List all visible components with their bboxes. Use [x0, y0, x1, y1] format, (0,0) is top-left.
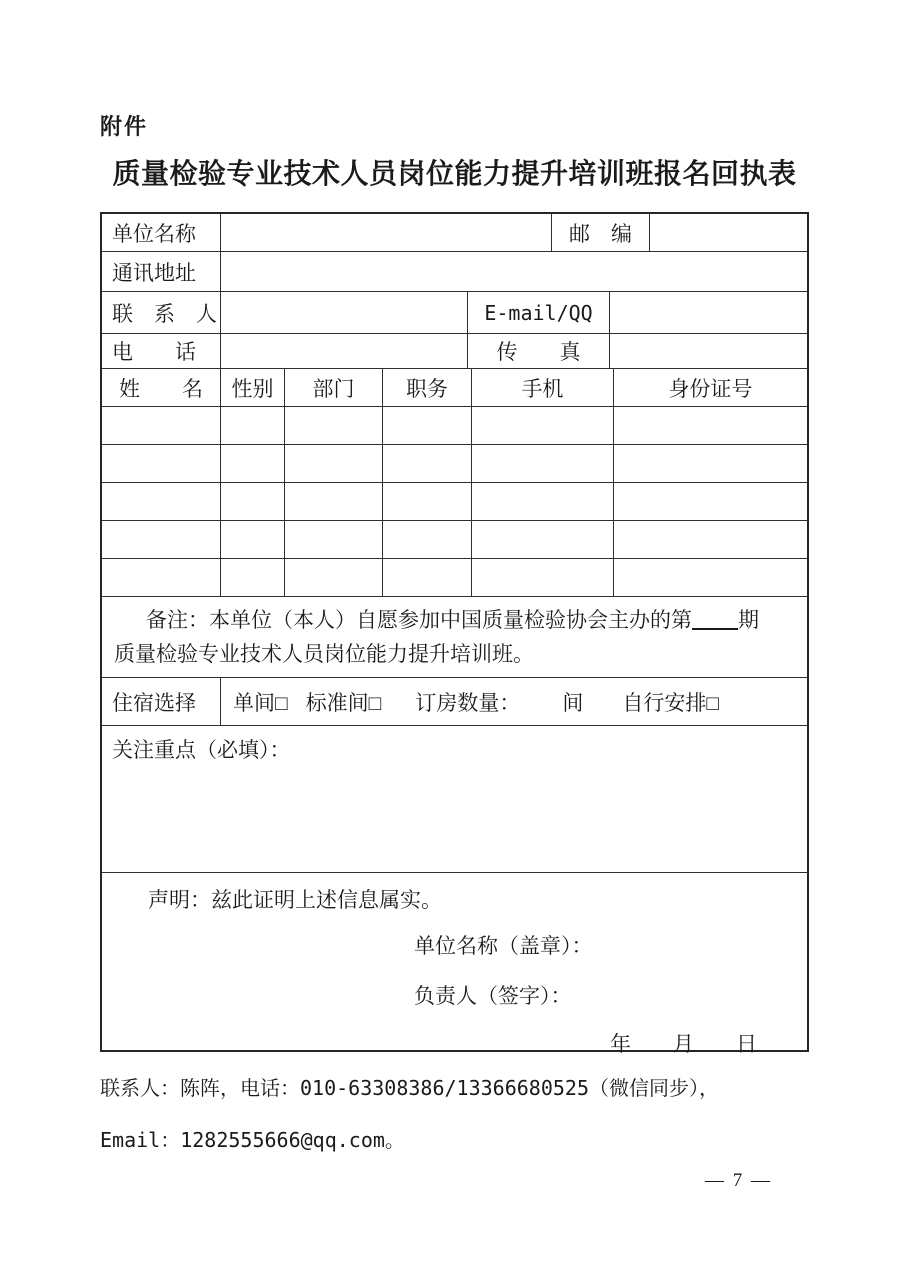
- roster-empty-cell: [614, 559, 807, 596]
- roster-empty-cell: [285, 445, 383, 482]
- roster-empty-cell: [472, 445, 614, 482]
- focus-label: 关注重点（必填）：: [112, 738, 291, 762]
- phone-label: 电 话: [102, 334, 221, 368]
- unit-name-input-area: [221, 214, 552, 251]
- room-count-label: 订房数量：: [415, 690, 521, 715]
- roster-empty-cell: [614, 521, 807, 558]
- roster-header-id-number: 身份证号: [668, 376, 753, 401]
- unit-name-label: 单位名称: [102, 214, 221, 251]
- contact-person-label: 联 系 人: [102, 292, 221, 333]
- footer-email-line: Email：1282555666@qq.com。: [100, 1128, 405, 1152]
- roster-empty-cell: [383, 407, 472, 444]
- accommodation-row: [102, 678, 807, 726]
- focus-cell: [102, 726, 807, 765]
- contact-person-row: [102, 292, 807, 334]
- remark-line-1: [114, 603, 795, 637]
- remark-cell: [102, 597, 807, 671]
- roster-empty-cell: [221, 483, 285, 520]
- attachment-label: 附件: [100, 114, 149, 139]
- roster-empty-cell: [614, 483, 807, 520]
- roster-empty-cell: [102, 521, 221, 558]
- roster-header-department: 部门: [285, 369, 383, 406]
- roster-empty-cell: [614, 445, 807, 482]
- roster-empty-cell: [614, 407, 807, 444]
- single-room-option: 单间□: [233, 690, 288, 715]
- room-unit-label: 间: [562, 690, 584, 715]
- roster-empty-cell: [383, 521, 472, 558]
- address-input-area: [221, 252, 807, 291]
- roster-empty-row: [102, 445, 807, 483]
- signer-label: 负责人（签字）：: [414, 984, 572, 1008]
- standard-room-option: 标准间□: [305, 690, 382, 715]
- form-title: 质量检验专业技术人员岗位能力提升培训班报名回执表: [112, 158, 797, 189]
- roster-empty-row: [102, 521, 807, 559]
- roster-header-row: [102, 369, 807, 407]
- postal-code-label: 邮 编: [552, 214, 650, 251]
- roster-empty-cell: [285, 521, 383, 558]
- email-qq-label: [468, 292, 610, 333]
- roster-empty-cell: [472, 407, 614, 444]
- remark-text-suffix: 期: [738, 608, 759, 632]
- roster-empty-cell: [383, 445, 472, 482]
- roster-empty-cell: [472, 483, 614, 520]
- roster-empty-cell: [102, 445, 221, 482]
- roster-empty-cell: [221, 445, 285, 482]
- roster-empty-row: [102, 483, 807, 521]
- self-arrange-option: 自行安排□: [622, 690, 720, 715]
- roster-empty-cell: [383, 483, 472, 520]
- roster-header-name: 姓 名: [102, 369, 221, 406]
- address-row: [102, 252, 807, 292]
- contact-person-input-area: [221, 292, 468, 333]
- accommodation-options: [221, 678, 807, 725]
- roster-empty-cell: [102, 559, 221, 596]
- roster-empty-cell: [221, 407, 285, 444]
- fax-label: 传 真: [468, 334, 610, 368]
- registration-table: [100, 212, 809, 1056]
- date-line: 年 月 日: [610, 1032, 757, 1056]
- remark-line-2: 质量检验专业技术人员岗位能力提升培训班。: [114, 642, 534, 666]
- phone-row: [102, 334, 807, 369]
- fax-input-area: [610, 334, 807, 368]
- roster-empty-row: [102, 407, 807, 445]
- roster-empty-row: [102, 559, 807, 597]
- address-label: 通讯地址: [102, 252, 221, 291]
- declaration-cell: [102, 873, 807, 1057]
- roster-empty-cell: [285, 483, 383, 520]
- email-qq-input-area: [610, 292, 807, 333]
- roster-empty-cell: [285, 559, 383, 596]
- roster-empty-cell: [221, 521, 285, 558]
- roster-header-position: 职务: [383, 369, 472, 406]
- focus-row: [102, 726, 807, 873]
- roster-header-gender: 性别: [221, 369, 285, 406]
- roster-header-mobile: 手机: [472, 369, 614, 406]
- roster-empty-cell: [383, 559, 472, 596]
- roster-empty-cell: [285, 407, 383, 444]
- footer-contact-line: 联系人：陈阵，电话：010-63308386/13366680525（微信同步），: [100, 1076, 719, 1100]
- roster-empty-cell: [221, 559, 285, 596]
- unit-seal-label: 单位名称（盖章）：: [414, 934, 593, 958]
- page-number: — 7 —: [705, 1170, 772, 1191]
- remark-text-prefix: 备注：本单位（本人）自愿参加中国质量检验协会主办的第: [146, 608, 692, 632]
- unit-name-row: [102, 214, 807, 252]
- declaration-row: [102, 873, 807, 1056]
- postal-code-input-area: [650, 214, 807, 251]
- accommodation-label: 住宿选择: [102, 678, 221, 725]
- roster-empty-cell: [102, 407, 221, 444]
- email-qq-label-text: E-mail/QQ: [484, 300, 593, 325]
- remark-row: [102, 597, 807, 678]
- phone-input-area: [221, 334, 468, 368]
- remark-blank-line: [692, 609, 738, 630]
- roster-empty-cell: [472, 521, 614, 558]
- roster-empty-cell: [102, 483, 221, 520]
- declaration-statement: 声明：兹此证明上述信息属实。: [148, 888, 442, 912]
- roster-empty-cell: [472, 559, 614, 596]
